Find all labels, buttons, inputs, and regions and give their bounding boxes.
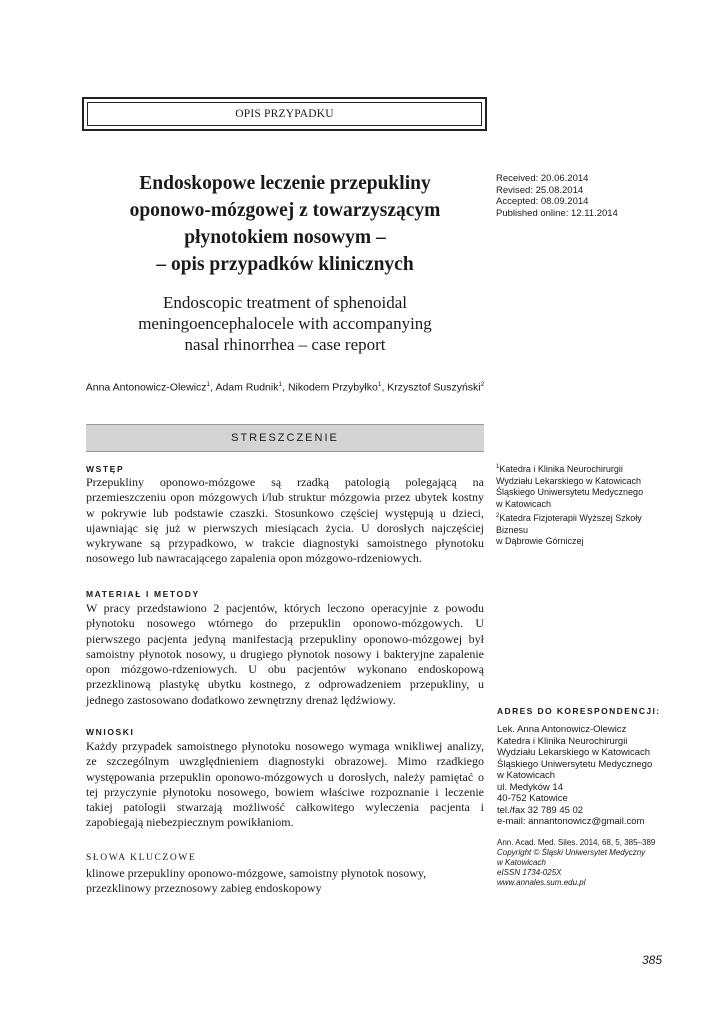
correspondence-line: w Katowicach — [497, 770, 556, 781]
date-received: Received: 20.06.2014 — [496, 173, 589, 184]
author-name: Krzysztof Suszyński — [387, 381, 481, 394]
abstract-heading: STRESZCZENIE — [86, 424, 484, 452]
title-pl-line: oponowo-mózgowej z towarzyszącym — [129, 200, 441, 221]
affiliation-line: Katedra i Klinika Neurochirurgii — [499, 464, 623, 474]
author-name: Adam Rudnik — [215, 381, 279, 394]
author-affiliation-mark: 1 — [206, 381, 211, 388]
keywords-heading: SŁOWA KLUCZOWE — [86, 853, 197, 863]
affiliation-line: w Katowicach — [496, 499, 552, 510]
correspondence-address — [497, 724, 667, 828]
correspondence-line: Lek. Anna Antonowicz-Olewicz — [497, 724, 627, 735]
author-separator: , — [282, 381, 288, 394]
correspondence-line: Katedra i Klinika Neurochirurgii — [497, 735, 628, 747]
section-label: OPIS PRZYPADKU — [87, 102, 482, 126]
section-heading-conclusions: WNIOSKI — [86, 727, 135, 737]
correspondence-line: 40-752 Katowice — [497, 793, 568, 804]
page-number: 385 — [641, 953, 662, 967]
correspondence-email: e-mail: annantonowicz@gmail.com — [497, 816, 645, 827]
title-pl-line: – opis przypadków klinicznych — [156, 254, 414, 275]
title-pl-line: płynotokiem nosowym – — [184, 227, 386, 248]
correspondence-line: Śląskiego Uniwersytetu Medycznego — [497, 758, 653, 770]
affiliation-number: 2 — [496, 512, 500, 519]
author-name: Nikodem Przybyłko — [287, 381, 378, 394]
author-separator: , — [210, 381, 216, 394]
affiliation-line: Śląskiego Uniwersytetu Medycznego — [496, 487, 644, 498]
author-affiliation-mark: 1 — [278, 381, 283, 388]
title-en-line: Endoscopic treatment of sphenoidal — [162, 293, 408, 312]
journal-citation: Ann. Acad. Med. Siles. 2014, 68, 5, 385–389 — [497, 838, 656, 847]
section-heading-introduction: WSTĘP — [86, 464, 125, 474]
section-text-introduction: Przepukliny oponowo-mózgowe są rzadką patologią polegającą na przemieszczeniu opon mózgowych i/lub struktur mózgowia przez ubytek kostny w pokrywie lub podstawie czaszki. Stosunkowo częściej występują u dzieci, ujawniając się już w pierwszych miesiącach życia. U dorosłych najczęściej wykrywane są przypadkowo, w trakcie diagnostyki samoistnego płynotoku nosowego lub nawracającego zapalenia opon mózgowo-rdzeniowych. — [86, 475, 484, 566]
authors-line — [80, 381, 490, 394]
date-accepted: Accepted: 08.09.2014 — [496, 196, 589, 207]
publication-dates — [496, 173, 618, 219]
journal-info — [497, 838, 667, 888]
journal-eissn: eISSN 1734-025X — [497, 868, 562, 877]
keywords-text: klinowe przepukliny oponowo-mózgowe, samoistny płynotok nosowy, przezklinowy przeznosowy zabieg endoskopowy — [86, 866, 427, 896]
title-english — [80, 292, 490, 355]
title-pl-line: Endoskopowe leczenie przepukliny — [139, 173, 431, 194]
affiliation-line: w Dąbrowie Górniczej — [496, 536, 584, 547]
date-revised: Revised: 25.08.2014 — [496, 184, 584, 196]
correspondence-heading: ADRES DO KORESPONDENCJI: — [497, 706, 661, 716]
affiliation-2 — [496, 511, 666, 536]
author-affiliation-mark: 2 — [480, 381, 485, 388]
journal-copyright: Copyright © Śląski Uniwersytet Medyczny — [497, 848, 646, 857]
date-published: Published online: 12.11.2014 — [496, 207, 618, 219]
journal-copyright-city: w Katowicach — [497, 858, 546, 867]
author-name: Anna Antonowicz-Olewicz — [85, 381, 207, 394]
affiliation-1 — [496, 462, 666, 476]
correspondence-line: ul. Medyków 14 — [497, 781, 564, 793]
affiliations — [496, 462, 666, 548]
affiliation-line: Wydziału Lekarskiego w Katowicach — [496, 475, 641, 486]
correspondence-line: Wydziału Lekarskiego w Katowicach — [497, 747, 651, 758]
affiliation-number: 1 — [496, 464, 500, 470]
section-text-methods: W pracy przedstawiono 2 pacjentów, których leczono operacyjnie z powodu płynotoku nosowego wtórnego do przepuklin oponowo-mózgowych. U pierwszego pacjenta jedyną manifestacją przepukliny oponowo-mózgowej był samoistny płynotok nosowy, u drugiego płynotok nosowy i bakteryjne zapalenie opon mózgowo-rdzeniowych. U obu pacjentów wykonano endoskopową przezklinową plastykę ubytku kostnego, z odprowadzeniem przepukliny, u jednego zastosowano dodatkowo zewnętrzny drenaż lędźwiowy. — [86, 601, 484, 707]
affiliation-line: Katedra Fizjoterapii Wyższej Szkoły Biznesu — [496, 512, 642, 535]
author-separator: , — [381, 381, 388, 394]
journal-url: www.annales.sum.edu.pl — [497, 878, 586, 887]
title-en-line: nasal rhinorrhea – case report — [184, 335, 386, 354]
title-polish — [80, 170, 490, 278]
section-label-box — [82, 97, 487, 131]
section-text-conclusions: Każdy przypadek samoistnego płynotoku nosowego wymaga wnikliwej analizy, ze szczególnym uwzględnieniem diagnostyki obrazowej. Mimo rzadkiego występowania przepuklin oponowo-mózgowych u dorosłych, należy pamiętać o tej przyczynie płynotoku nosowego, bowiem właściwe rozpoznanie i leczenie takiej patologii stwarzają możliwość całkowitego wyleczenia pacjenta i zapobiegają niebezpiecznym powikłaniom. — [86, 739, 484, 830]
author-affiliation-mark: 1 — [377, 381, 382, 388]
title-en-line: meningoencephalocele with accompanying — [138, 314, 432, 333]
correspondence-line: tel./fax 32 789 45 02 — [497, 804, 584, 816]
section-heading-methods: MATERIAŁ I METODY — [86, 589, 200, 599]
